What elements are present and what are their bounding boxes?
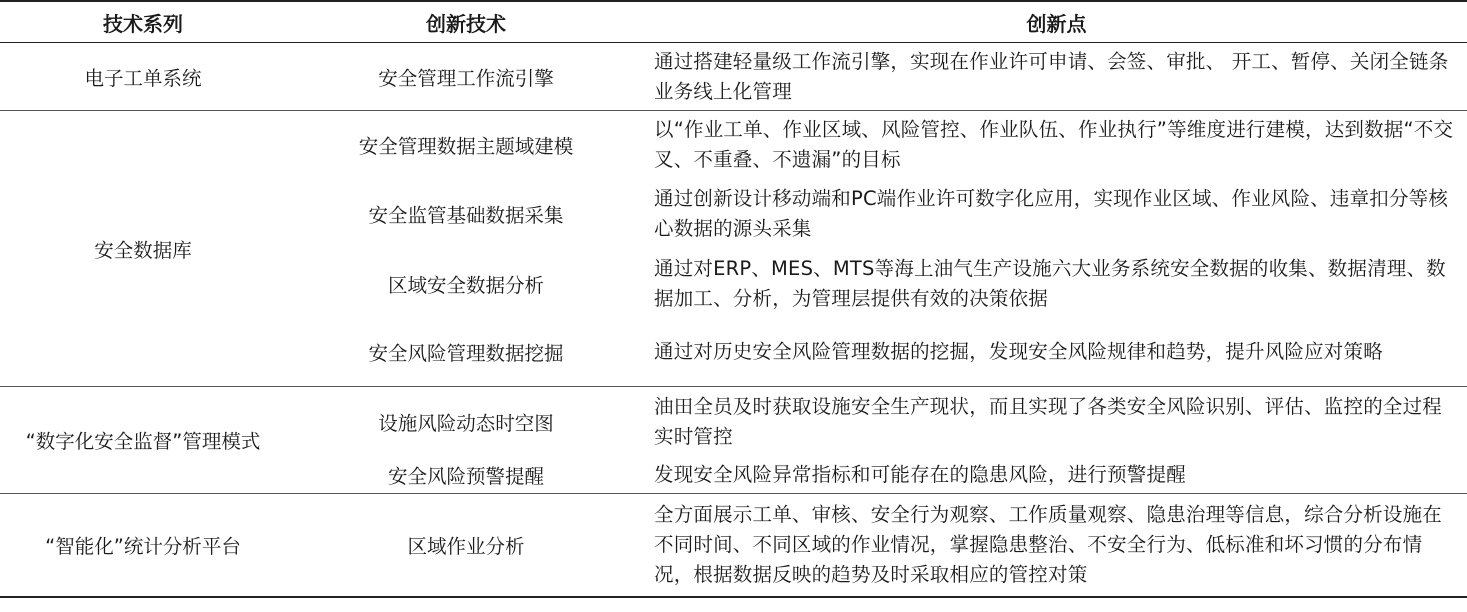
tech-cell: 区域作业分析 bbox=[286, 494, 646, 597]
series-cell: 安全数据库 bbox=[0, 111, 286, 387]
point-cell: 发现安全风险异常指标和可能存在的隐患风险，进行预警提醒 bbox=[646, 457, 1467, 494]
point-cell: 通过对历史安全风险管理数据的挖掘，发现安全风险规律和趋势，提升风险应对策略 bbox=[646, 319, 1467, 387]
tech-cell: 安全管理工作流引擎 bbox=[286, 43, 646, 111]
series-cell: “数字化安全监督”管理模式 bbox=[0, 387, 286, 494]
tech-cell: 区域安全数据分析 bbox=[387, 273, 544, 297]
tech-cell: 设施风险动态时空图 bbox=[378, 411, 554, 435]
tech-cell: 安全风险管理数据挖掘 bbox=[286, 319, 646, 387]
point-cell: 以“作业工单、作业区域、风险管控、作业队伍、作业执行”等维度进行建模，达到数据“不交叉、不重叠、不遗漏”的目标 bbox=[654, 117, 1454, 171]
header-series: 技术系列 bbox=[0, 1, 286, 43]
table-row bbox=[0, 111, 1467, 179]
point-cell: 通过创新设计移动端和PC端作业许可数字化应用，实现作业区域、作业风险、违章扣分等核心数据的源头采集 bbox=[654, 186, 1449, 240]
tech-cell: 安全管理数据主题域建模 bbox=[358, 134, 574, 158]
header-point: 创新点 bbox=[646, 1, 1467, 43]
tech-cell: 安全风险预警提醒 bbox=[286, 457, 646, 494]
point-cell: 通过对ERP、MES、MTS等海上油气生产设施六大业务系统安全数据的收集、数据清理、数据加工、分析，为管理层提供有效的决策依据 bbox=[654, 256, 1446, 310]
point-cell: 油田全员及时获取设施安全生产现状，而且实现了各类安全风险识别、评估、监控的全过程实时管控 bbox=[654, 394, 1443, 448]
point-cell: 全方面展示工单、审核、安全行为观察、工作质量观察、隐患治理等信息，综合分析设施在不同时间、不同区域的作业情况，掌握隐患整治、不安全行为、低标准和坏习惯的分布情况，根据数据反映的趋势及时采取相应的管控对策 bbox=[646, 494, 1467, 597]
point-cell: 通过搭建轻量级工作流引擎，实现在作业许可申请、会签、审批、 开工、暂停、关闭全链条业务线上化管理 bbox=[646, 43, 1467, 111]
tech-cell: 安全监管基础数据采集 bbox=[368, 203, 564, 227]
table-row bbox=[0, 43, 1467, 111]
table-header-row bbox=[0, 1, 1467, 43]
table-row bbox=[0, 494, 1467, 597]
series-cell: 电子工单系统 bbox=[0, 43, 286, 111]
series-cell: “智能化”统计分析平台 bbox=[0, 494, 286, 597]
header-tech: 创新技术 bbox=[286, 1, 646, 43]
table-row bbox=[0, 387, 1467, 457]
